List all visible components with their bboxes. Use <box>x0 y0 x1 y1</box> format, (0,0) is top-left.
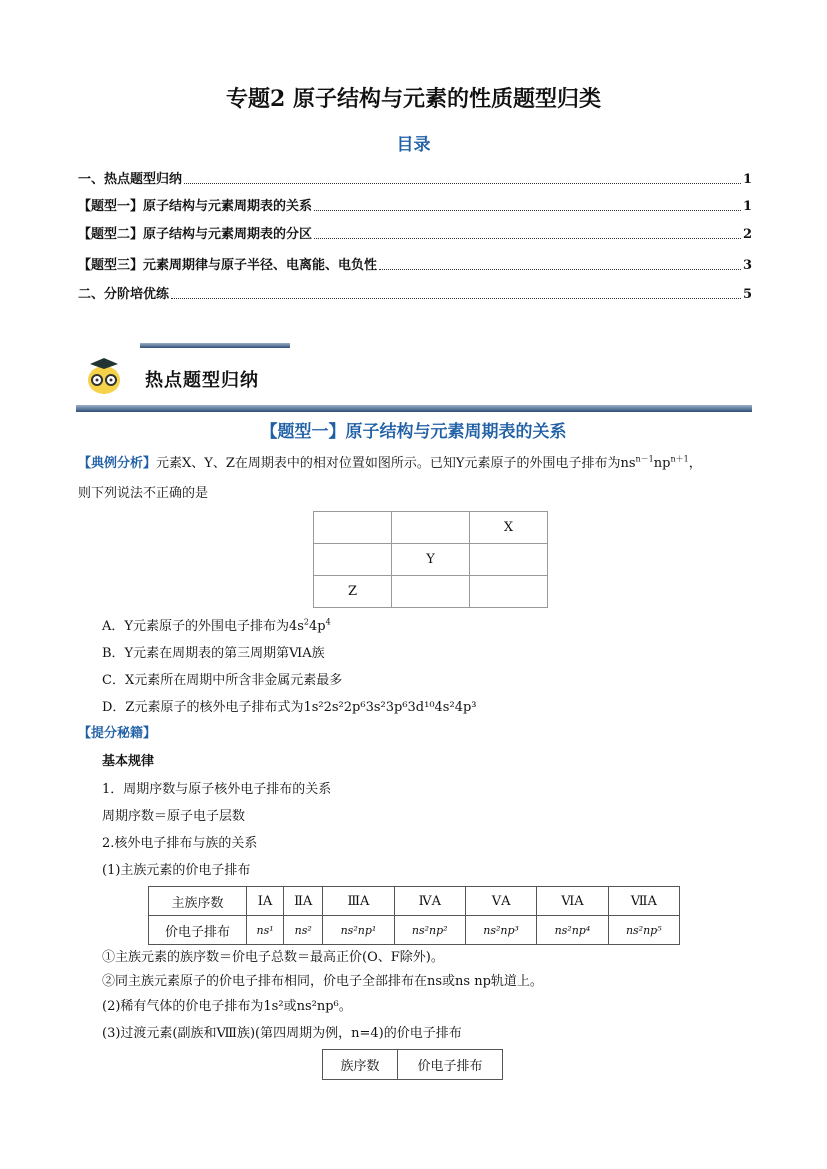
tips-line: 1．周期序数与原子核外电子排布的关系 <box>102 782 332 797</box>
grid-cell: X <box>470 512 548 544</box>
banner-label: 热点题型归纳 <box>145 370 259 391</box>
toc-page: 1 <box>742 199 752 214</box>
sup: 2 <box>303 617 310 627</box>
table-header: 族序数 <box>323 1050 398 1080</box>
table-cell: ns²np³ <box>465 916 536 945</box>
toc-page: 2 <box>742 227 752 242</box>
toc-label: 二、分阶培优练 <box>78 287 170 302</box>
grid-cell <box>314 544 392 576</box>
example-tag: 【典例分析】 <box>78 456 157 471</box>
grid-cell <box>470 576 548 608</box>
example-text: 元素X、Y、Z在周期表中的相对位置如图所示。已知Y元素原子的外围电子排布为ns <box>156 456 636 471</box>
table-header: ⅦA <box>608 887 679 916</box>
toc-item[interactable] <box>78 254 752 273</box>
toc-item[interactable] <box>78 168 752 187</box>
grid-cell <box>470 544 548 576</box>
table-header: 价电子排布 <box>398 1050 503 1080</box>
table-cell: ns²np⁴ <box>537 916 608 945</box>
grid-cell: Z <box>314 576 392 608</box>
toc-item[interactable] <box>78 195 752 214</box>
example-paragraph <box>78 452 702 471</box>
toc-label: 一、热点题型归纳 <box>78 172 183 187</box>
toc-page: 5 <box>742 287 752 302</box>
table-header: ⅥA <box>537 887 608 916</box>
text: 4p <box>309 619 326 634</box>
option-a[interactable] <box>102 615 331 634</box>
transition-table <box>322 1049 503 1080</box>
option-d[interactable]: D．Z元素原子的核外电子排布式为1s²2s²2p⁶3s²3p⁶3d¹⁰4s²4p³ <box>102 700 477 715</box>
table-cell: ns²np² <box>394 916 465 945</box>
banner-bottom-bar <box>76 405 752 412</box>
table-cell: ns² <box>284 916 323 945</box>
text: A．Y元素原子的外围电子排布为4s <box>102 619 304 634</box>
grid-cell <box>392 512 470 544</box>
table-header: ⅤA <box>465 887 536 916</box>
sup: 4 <box>325 617 331 627</box>
tips-tag: 【提分秘籍】 <box>78 726 157 741</box>
example-question: 则下列说法不正确的是 <box>78 486 209 501</box>
page-title: 专题2 原子结构与元素的性质题型归类 <box>226 86 601 112</box>
table-header: ⅣA <box>394 887 465 916</box>
toc-label: 【题型二】原子结构与元素周期表的分区 <box>78 227 313 242</box>
table-cell: ns¹ <box>247 916 284 945</box>
valence-table <box>148 886 680 945</box>
table-header: ⅠA <box>247 887 284 916</box>
sup: n－1 <box>635 454 654 464</box>
table-header: ⅡA <box>284 887 323 916</box>
grid-cell <box>314 512 392 544</box>
periodic-position-grid <box>313 511 548 608</box>
tips-line: 2.核外电子排布与族的关系 <box>102 836 258 851</box>
text: ， <box>688 456 702 471</box>
text: np <box>653 456 671 471</box>
tips-line: ②同主族元素原子的价电子排布相同，价电子全部排布在ns或ns np轨道上。 <box>102 974 543 989</box>
table-cell: ns²np¹ <box>323 916 394 945</box>
option-c[interactable]: C．X元素所在周期中所含非金属元素最多 <box>102 673 343 688</box>
tips-line: 周期序数＝原子电子层数 <box>102 809 246 824</box>
toc-item[interactable] <box>78 283 752 302</box>
tips-line: (2)稀有气体的价电子排布为1s²或ns²np⁶。 <box>102 999 352 1014</box>
toc-page: 1 <box>742 172 752 187</box>
tips-line: (1)主族元素的价电子排布 <box>102 863 251 878</box>
toc-heading: 目录 <box>396 135 431 155</box>
toc-page: 3 <box>742 258 752 273</box>
table-header: 主族序数 <box>149 887 247 916</box>
toc-item[interactable] <box>78 223 752 242</box>
sup: n＋1 <box>670 454 689 464</box>
table-header: ⅢA <box>323 887 394 916</box>
banner-top-bar <box>140 343 290 348</box>
tips-heading: 基本规律 <box>102 754 155 769</box>
grid-cell: Y <box>392 544 470 576</box>
toc-label: 【题型三】元素周期律与原子半径、电离能、电负性 <box>78 258 378 273</box>
scholar-emoji-icon <box>84 355 124 395</box>
tips-line: ①主族元素的族序数＝价电子总数＝最高正价(O、F除外)。 <box>102 950 444 965</box>
table-row-label: 价电子排布 <box>149 916 247 945</box>
section-title: 【题型一】原子结构与元素周期表的关系 <box>260 422 567 442</box>
option-b[interactable]: B．Y元素在周期表的第三周期第ⅥA族 <box>102 646 325 661</box>
tips-line: (3)过渡元素(副族和Ⅷ族)(第四周期为例，n=4)的价电子排布 <box>102 1026 462 1041</box>
toc-label: 【题型一】原子结构与元素周期表的关系 <box>78 199 313 214</box>
table-cell: ns²np⁵ <box>608 916 679 945</box>
grid-cell <box>392 576 470 608</box>
